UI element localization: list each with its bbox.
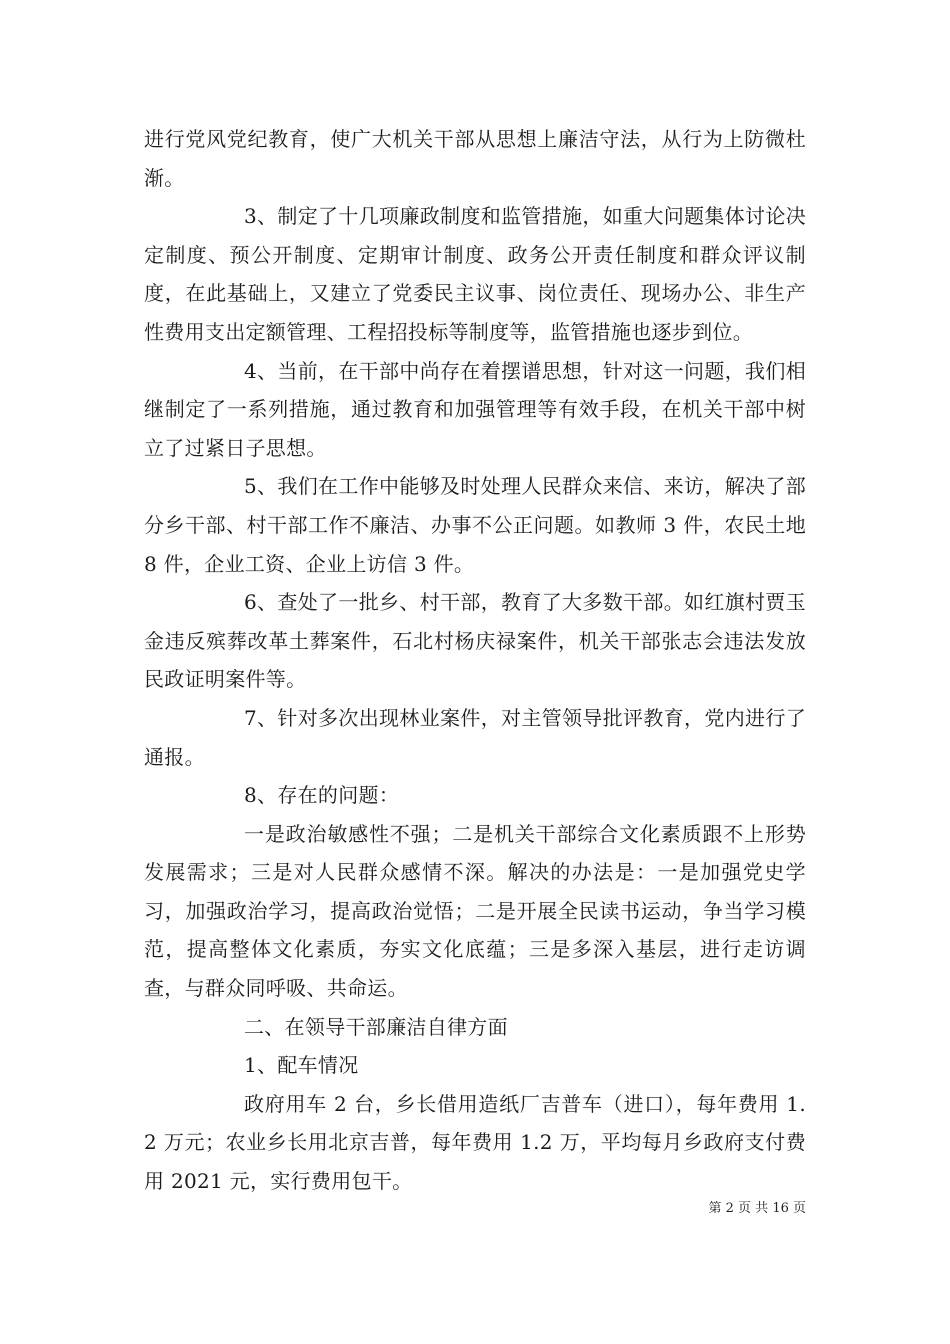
- subsection-heading: 1、配车情况: [244, 1053, 359, 1078]
- document-body: [144, 120, 806, 1201]
- paragraph-11: 政府用车 2 台，乡长借用造纸厂吉普车（进口），每年费用 1.2 万元；农业乡长用北京吉普，每年费用 1.2 万，平均每月乡政府支付费用 2021 元，实行费用包干。: [144, 1091, 806, 1194]
- page-number-footer: 第 2 页 共 16 页: [708, 1201, 806, 1216]
- paragraph-7: 8、存在的问题：: [244, 783, 400, 808]
- paragraph-1: 进行党风党纪教育，使广大机关干部从思想上廉洁守法，从行为上防微杜渐。: [144, 127, 806, 190]
- section-heading: 二、在领导干部廉洁自律方面: [244, 1014, 508, 1039]
- paragraph-2: 3、制定了十几项廉政制度和监管措施，如重大问题集体讨论决定制度、预公开制度、定期审计制度、政务公开责任制度和群众评议制度，在此基础上，又建立了党委民主议事、岗位责任、现场办公、非生产性费用支出定额管理、工程招投标等制度等，监管措施也逐步到位。: [144, 204, 806, 344]
- paragraph-3: 4、当前，在干部中尚存在着摆谱思想，针对这一问题，我们相继制定了一系列措施，通过教育和加强管理等有效手段，在机关干部中树立了过紧日子思想。: [144, 358, 806, 460]
- paragraph-8: 一是政治敏感性不强；二是机关干部综合文化素质跟不上形势发展需求；三是对人民群众感情不深。解决的办法是：一是加强党史学习，加强政治学习，提高政治觉悟；二是开展全民读书运动，争当学习模范，提高整体文化素质，夯实文化底蕴；三是多深入基层，进行走访调查，与群众同呼吸、共命运。: [144, 821, 806, 1001]
- paragraph-6: 7、针对多次出现林业案件，对主管领导批评教育，党内进行了通报。: [144, 705, 806, 769]
- paragraph-5: 6、查处了一批乡、村干部，教育了大多数干部。如红旗村贾玉金违反殡葬改革土葬案件，石北村杨庆禄案件，机关干部张志会违法发放民政证明案件等。: [144, 590, 806, 692]
- paragraph-4: 5、我们在工作中能够及时处理人民群众来信、来访，解决了部分乡干部、村干部工作不廉洁、办事不公正问题。如教师 3 件，农民土地 8 件，企业工资、企业上访信 3 件。: [144, 474, 806, 576]
